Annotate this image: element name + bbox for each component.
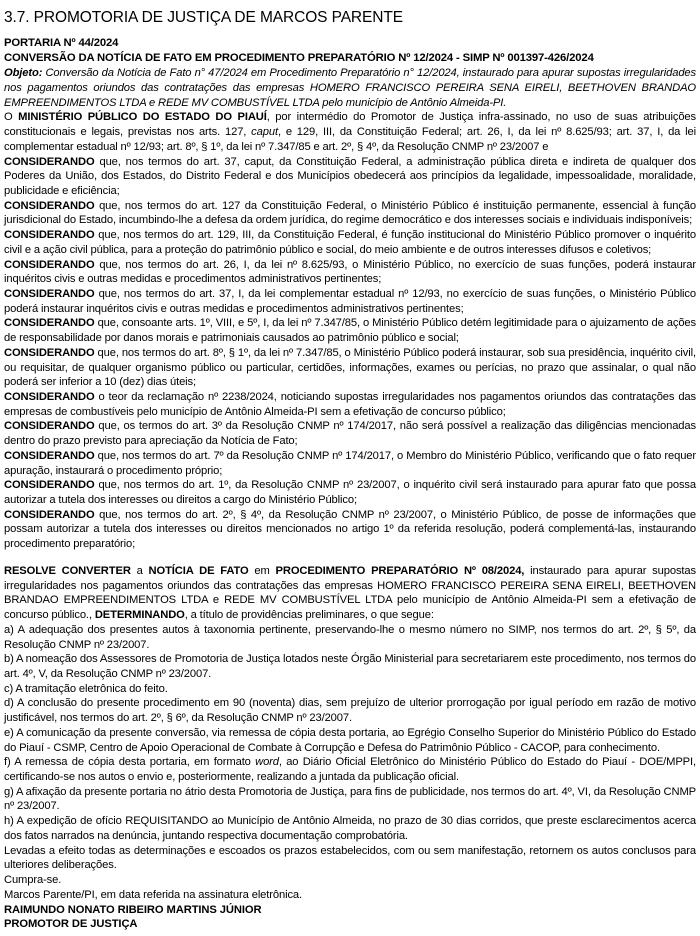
considerando-label: CONSIDERANDO bbox=[4, 420, 95, 433]
item-f-format-word: word bbox=[255, 756, 279, 769]
considerando-label: CONSIDERANDO bbox=[4, 508, 95, 521]
item-f-post: , ao Diário Oficial Eletrônico do Ministério Público do Estado do Piauí - DOE/MPPI, certificando-se nos autos o envio e, posteriormente, realizando a juntada da publicação oficial. bbox=[4, 756, 697, 783]
objeto-label: Objeto: bbox=[4, 67, 43, 80]
determination-item-b: b) A nomeação dos Assessores de Promotoria de Justiça lotados neste Órgão Ministerial para secretariarem este procedimento, nos termos do art. 4º, V, da Resolução CNMP nº 23/2007. bbox=[4, 653, 696, 680]
considerando-text: que, os termos do art. 3º da Resolução CNMP nº 174/2017, não será possível a realização das diligências mencionadas dentro do prazo previsto para apreciação da Notícia de Fato; bbox=[4, 420, 696, 448]
considerando-item bbox=[4, 199, 696, 228]
resolve-target: PROCEDIMENTO PREPARATÓRIO Nº 08/2024, bbox=[275, 564, 525, 577]
determination-item-h: h) A expedição de ofício REQUISITANDO ao Município de Antônio Almeida, no prazo de 30 dias corridos, que preste esclarecimentos acerca dos fatos narrados na denúncia, juntando respectiva documentação comprobatória. bbox=[4, 815, 696, 842]
resolve-paragraph bbox=[4, 564, 696, 623]
signer-name: RAIMUNDO NONATO RIBEIRO MARTINS JÚNIOR bbox=[4, 903, 262, 916]
considerando-label: CONSIDERANDO bbox=[4, 229, 95, 242]
preamble-part1: , por intermédio do Promotor de Justiça infra-assinado, no uso de suas atribuições constitucionais e legais, previstas nos arts. 127, bbox=[4, 111, 696, 139]
considerando-item bbox=[4, 287, 696, 316]
cumpra-se-line: Cumpra-se. bbox=[4, 874, 62, 886]
preamble-part2: , e 129, III, da Constituição Federal; art. 26, I, da lei nº 8.625/93; art. 37, I, da lei complementar estadual nº 12/93; art. 8º, § 1º, da lei nº 7.347/85 e art. 2º, § 4º, da Resolução CNMP nº 23/2007 e bbox=[4, 126, 696, 153]
objeto-paragraph bbox=[4, 66, 696, 110]
determination-item-f bbox=[4, 755, 696, 784]
resolve-mid1: a bbox=[130, 564, 149, 577]
preamble-paragraph bbox=[4, 110, 696, 154]
determination-item-e: e) A comunicação da presente conversão, via remessa de cópia desta portaria, ao Egrégio Conselho Superior do Ministério Público do Estado do Piauí - CSMP, Centro de Apoio Operacional de Combate à Corrupção e Defesa do Patrimônio Público - CACOP, para conhecimento. bbox=[4, 726, 696, 754]
determination-item-c: c) A tramitação eletrônica do feito. bbox=[4, 682, 168, 695]
closing-paragraph: Levadas a efeito todas as determinações e escoados os prazos estabelecidos, com ou sem manifestação, retornem os autos conclusos para ulteriores deliberações. bbox=[4, 844, 696, 872]
determination-item-a: a) A adequação dos presentes autos à taxonomia pertinente, preservando-lhe o mesmo número no SIMP, nos termos do art. 2º, § 5º, da Resolução CNMP nº 23/2007. bbox=[4, 623, 696, 651]
considerando-item bbox=[4, 449, 696, 478]
determination-item-d: d) A conclusão do presente procedimento em 90 (noventa) dias, sem prejuízo de ulterior prorrogação por igual período em razão de motivo justificável, nos termos do art. 2º, § 6º, da Resolução CNMP nº 23/2007. bbox=[4, 697, 696, 725]
considerando-item bbox=[4, 508, 696, 552]
considerando-label: CONSIDERANDO bbox=[4, 479, 95, 492]
determination-item-g: g) A afixação da presente portaria no átrio desta Promotoria de Justiça, para fins de publicidade, nos termos do art. 4º, VI, da Resolução CNMP nº 23/2007. bbox=[4, 785, 696, 813]
considerando-item bbox=[4, 346, 696, 390]
considerando-label: CONSIDERANDO bbox=[4, 155, 95, 168]
title-spacer bbox=[4, 27, 696, 36]
preamble-prefix: O bbox=[4, 111, 19, 124]
considerando-label: CONSIDERANDO bbox=[4, 287, 95, 300]
subject-heading: CONVERSÃO DA NOTÍCIA DE FATO EM PROCEDIMENTO PREPARATÓRIO Nº 12/2024 - SIMP Nº 001397-426/2024 bbox=[4, 52, 594, 65]
portaria-number: PORTARIA Nº 44/2024 bbox=[4, 37, 119, 50]
preamble-entity: MINISTÉRIO PÚBLICO DO ESTADO DO PIAUÍ bbox=[18, 111, 267, 124]
page-title: 3.7. PROMOTORIA DE JUSTIÇA DE MARCOS PARENTE bbox=[4, 9, 403, 26]
considerando-label: CONSIDERANDO bbox=[4, 391, 95, 403]
considerando-item bbox=[4, 419, 696, 448]
considerando-label: CONSIDERANDO bbox=[4, 258, 95, 271]
considerando-label: CONSIDERANDO bbox=[4, 317, 95, 330]
resolve-text: instaurado para apurar supostas irregularidades nos pagamentos oriundos das contratações das empresas HOMERO FRANCISCO PEREIRA SENA EIRELI, BEETHOVEN BRANDAO EMPREENDIMENTOS LTDA e REDE MV COMBUSTÍVEL LTDA pelo município de Antônio Almeida-PI sem a efetivação de concurso público., bbox=[4, 564, 696, 622]
considerando-item bbox=[4, 155, 696, 199]
considerando-text: que, nos termos do art. 2º, § 4º, da Resolução CNMP nº 23/2007, o Ministério Público, de posse de informações que possam autorizar a tutela dos interesses ou direitos mencionados no artigo 1º da referida resolução, poderá complementá-las, instaurando procedimento preparatório; bbox=[4, 508, 696, 551]
considerando-item bbox=[4, 316, 696, 345]
item-f-pre: f) A remessa de cópia desta portaria, em formato bbox=[4, 756, 256, 769]
resolve-mid2: em bbox=[248, 564, 276, 577]
considerando-item bbox=[4, 258, 696, 287]
considerando-text: que, nos termos do art. 8º, § 1º, da lei nº 7.347/85, o Ministério Público poderá instaurar, sob sua presidência, inquérito civil, ou requisitar, de qualquer organismo público ou particular, certidões, informações, exames ou perícias, no prazo que assinalar, o qual não poderá ser inferior a 10 (dez) dias úteis; bbox=[4, 346, 696, 389]
resolve-object: NOTÍCIA DE FATO bbox=[148, 564, 249, 577]
considerando-label: CONSIDERANDO bbox=[4, 199, 95, 212]
resolve-determinando: DETERMINANDO bbox=[94, 609, 185, 622]
considerando-text: que, consoante arts. 1º, VIII, e 5º, I, da lei nº 7.347/85, o Ministério Público detém legitimidade para o ajuizamento de ações de responsabilidade por danos morais e patrimoniais causados ao patrimônio público e social; bbox=[4, 317, 696, 345]
considerando-text: o teor da reclamação nº 2238/2024, noticiando supostas irregularidades nos pagamentos oriundos das contratações das empresas de combustíveis pelo município de Antônio Almeida-PI sem a efetivação de concurso público; bbox=[4, 391, 696, 418]
considerando-text: que, nos termos do art. 37, caput, da Constituição Federal, a administração pública direta e indireta de qualquer dos Poderes da União, dos Estados, do Distrito Federal e dos Municípios obedecerá aos princípios da legalidade, impessoalidade, moralidade, publicidade e eficiência; bbox=[4, 155, 696, 197]
considerando-text: que, nos termos do art. 7º da Resolução CNMP nº 174/2017, o Membro do Ministério Público, verificando que o fato requer apuração, instaurará o procedimento próprio; bbox=[4, 449, 696, 477]
resolve-tail: , a título de providências preliminares, o que segue: bbox=[184, 609, 434, 622]
considerando-text: que, nos termos do art. 129, III, da Constituição Federal, é função institucional do Ministério Público promover o inquérito civil e a ação civil pública, para a proteção do patrimônio público e social, do meio ambiente e de outros interesses difusos e coletivos; bbox=[4, 229, 696, 256]
place-date-line: Marcos Parente/PI, em data referida na assinatura eletrônica. bbox=[4, 888, 303, 901]
objeto-text: Conversão da Notícia de Fato n° 47/2024 em Procedimento Preparatório n° 12/2024, instaurado para apurar supostas irregularidades nos pagamentos oriundos das contratações das empresas HOMERO FRANCISCO PEREIRA SENA EIRELI, BEETHOVEN BRANDAO EMPREENDIMENTOS LTDA e REDE MV COMBUSTÍVEL LTDA pelo município de Antônio Almeida-PI. bbox=[4, 67, 696, 109]
resolve-verb: RESOLVE CONVERTER bbox=[4, 564, 131, 577]
document-page bbox=[0, 4, 700, 936]
signer-role: PROMOTOR DE JUSTIÇA bbox=[4, 918, 138, 931]
considerando-item bbox=[4, 478, 696, 507]
resolve-spacer bbox=[4, 552, 696, 564]
considerando-text: que, nos termos do art. 26, I, da lei nº 8.625/93, o Ministério Público, no exercício de suas funções, poderá instaurar inquéritos civis e outras medidas e procedimentos administrativos pertinentes; bbox=[4, 258, 696, 286]
considerando-label: CONSIDERANDO bbox=[4, 449, 95, 462]
preamble-caput: caput bbox=[251, 126, 278, 139]
considerando-text: que, nos termos do art. 1º, da Resolução CNMP nº 23/2007, o inquérito civil será instaurado para apurar fato que possa autorizar a tutela dos interesses ou direitos a cargo do Ministério Público; bbox=[4, 479, 696, 507]
considerando-item bbox=[4, 228, 696, 257]
considerando-item bbox=[4, 390, 696, 419]
considerando-text: que, nos termos do art. 127 da Constituição Federal, o Ministério Público é instituição permanente, essencial à função jurisdicional do Estado, incumbindo-lhe a defesa da ordem jurídica, do regime democrático e dos interesses sociais e individuais indisponíveis; bbox=[4, 199, 696, 227]
considerando-text: que, nos termos do art. 37, I, da lei complementar estadual nº 12/93, no exercício de suas funções, o Ministério Público poderá instaurar inquéritos civis e outras medidas e procedimentos administrativos pertinentes; bbox=[4, 287, 696, 315]
considerando-label: CONSIDERANDO bbox=[4, 346, 95, 359]
